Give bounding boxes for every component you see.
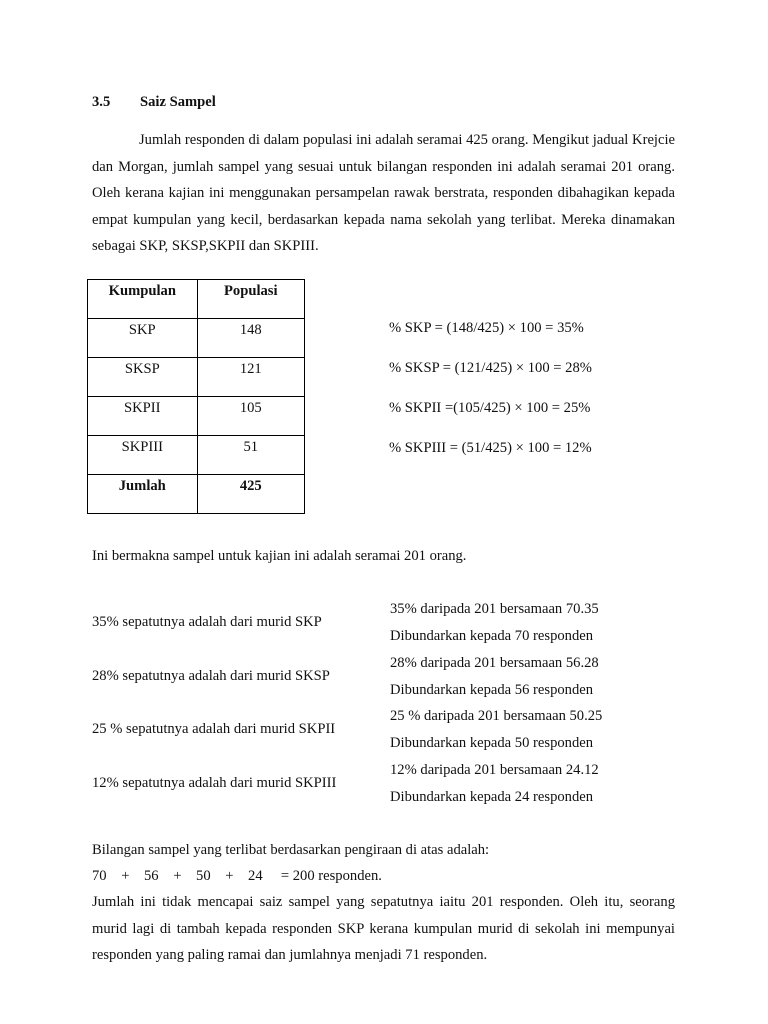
total-label: Jumlah <box>88 475 198 514</box>
population-cell: 148 <box>197 319 304 358</box>
table-row <box>88 436 305 475</box>
percent-calc-skpiii: % SKPIII = (51/425) × 100 = 12% <box>389 440 592 456</box>
table-row <box>88 397 305 436</box>
population-cell: 51 <box>197 436 304 475</box>
allocation-left: 35% sepatutnya adalah dari murid SKP <box>92 614 322 630</box>
allocation-rounded: Dibundarkan kepada 56 responden <box>390 682 594 698</box>
group-cell: SKSP <box>88 358 198 397</box>
sample-statement: Ini bermakna sampel untuk kajian ini adalah seramai 201 orang. <box>92 548 467 564</box>
allocation-calc: 25 % daripada 201 bersamaan 50.25 <box>390 708 603 724</box>
population-cell: 121 <box>197 358 304 397</box>
allocation-calc: 35% daripada 201 bersamaan 70.35 <box>390 601 599 617</box>
header-kumpulan: Kumpulan <box>88 280 198 319</box>
intro-paragraph: Jumlah responden di dalam populasi ini adalah seramai 425 orang. Mengikut jadual Krejcie dan Morgan, jumlah sampel yang sesuai untuk bilangan responden ini adalah seramai 201 orang. Oleh kerana kajian ini menggunakan persampelan rawak berstrata, responden dibahagikan kepada empat kumpulan yang kecil, berdasarkan kepada nama sekolah yang terlibat. Mereka dinamakan sebagai SKP, SKSP,SKPII dan SKPIII. <box>92 132 675 254</box>
allocation-calc: 12% daripada 201 bersamaan 24.12 <box>390 762 599 778</box>
intro-paragraph-block <box>92 127 675 260</box>
percent-calc-skp: % SKP = (148/425) × 100 = 35% <box>389 320 584 336</box>
allocation-rounded: Dibundarkan kepada 24 responden <box>390 789 594 805</box>
total-value: 425 <box>197 475 304 514</box>
allocation-left: 25 % sepatutnya adalah dari murid SKPII <box>92 721 336 737</box>
header-populasi: Populasi <box>197 280 304 319</box>
allocation-rounded: Dibundarkan kepada 70 responden <box>390 628 594 644</box>
population-cell: 105 <box>197 397 304 436</box>
conclusion-paragraph: Jumlah ini tidak mencapai saiz sampel yang sepatutnya iaitu 201 responden. Oleh itu, seorang murid lagi di tambah kepada responden SKP kerana kumpulan murid di sekolah ini mempunyai responden yang paling ramai dan jumlahnya menjadi 71 responden. <box>92 894 675 963</box>
section-title: Saiz Sampel <box>140 94 216 110</box>
conclusion-line-1: Bilangan sampel yang terlibat berdasarkan pengiraan di atas adalah: <box>92 842 490 858</box>
allocation-left: 28% sepatutnya adalah dari murid SKSP <box>92 668 330 684</box>
allocation-calc: 28% daripada 201 bersamaan 56.28 <box>390 655 599 671</box>
table-row <box>88 358 305 397</box>
conclusion-paragraph-block <box>92 889 675 969</box>
group-cell: SKP <box>88 319 198 358</box>
allocation-left: 12% sepatutnya adalah dari murid SKPIII <box>92 775 337 791</box>
sum-equation: 70 + 56 + 50 + 24 = 200 responden. <box>92 868 382 884</box>
percent-calc-skpii: % SKPII =(105/425) × 100 = 25% <box>389 400 591 416</box>
percent-calc-sksp: % SKSP = (121/425) × 100 = 28% <box>389 360 592 376</box>
section-number: 3.5 <box>92 94 111 110</box>
table-header-row <box>88 280 305 319</box>
population-table <box>87 279 305 514</box>
allocation-rounded: Dibundarkan kepada 50 responden <box>390 735 594 751</box>
table-row <box>88 319 305 358</box>
table-total-row <box>88 475 305 514</box>
group-cell: SKPII <box>88 397 198 436</box>
group-cell: SKPIII <box>88 436 198 475</box>
